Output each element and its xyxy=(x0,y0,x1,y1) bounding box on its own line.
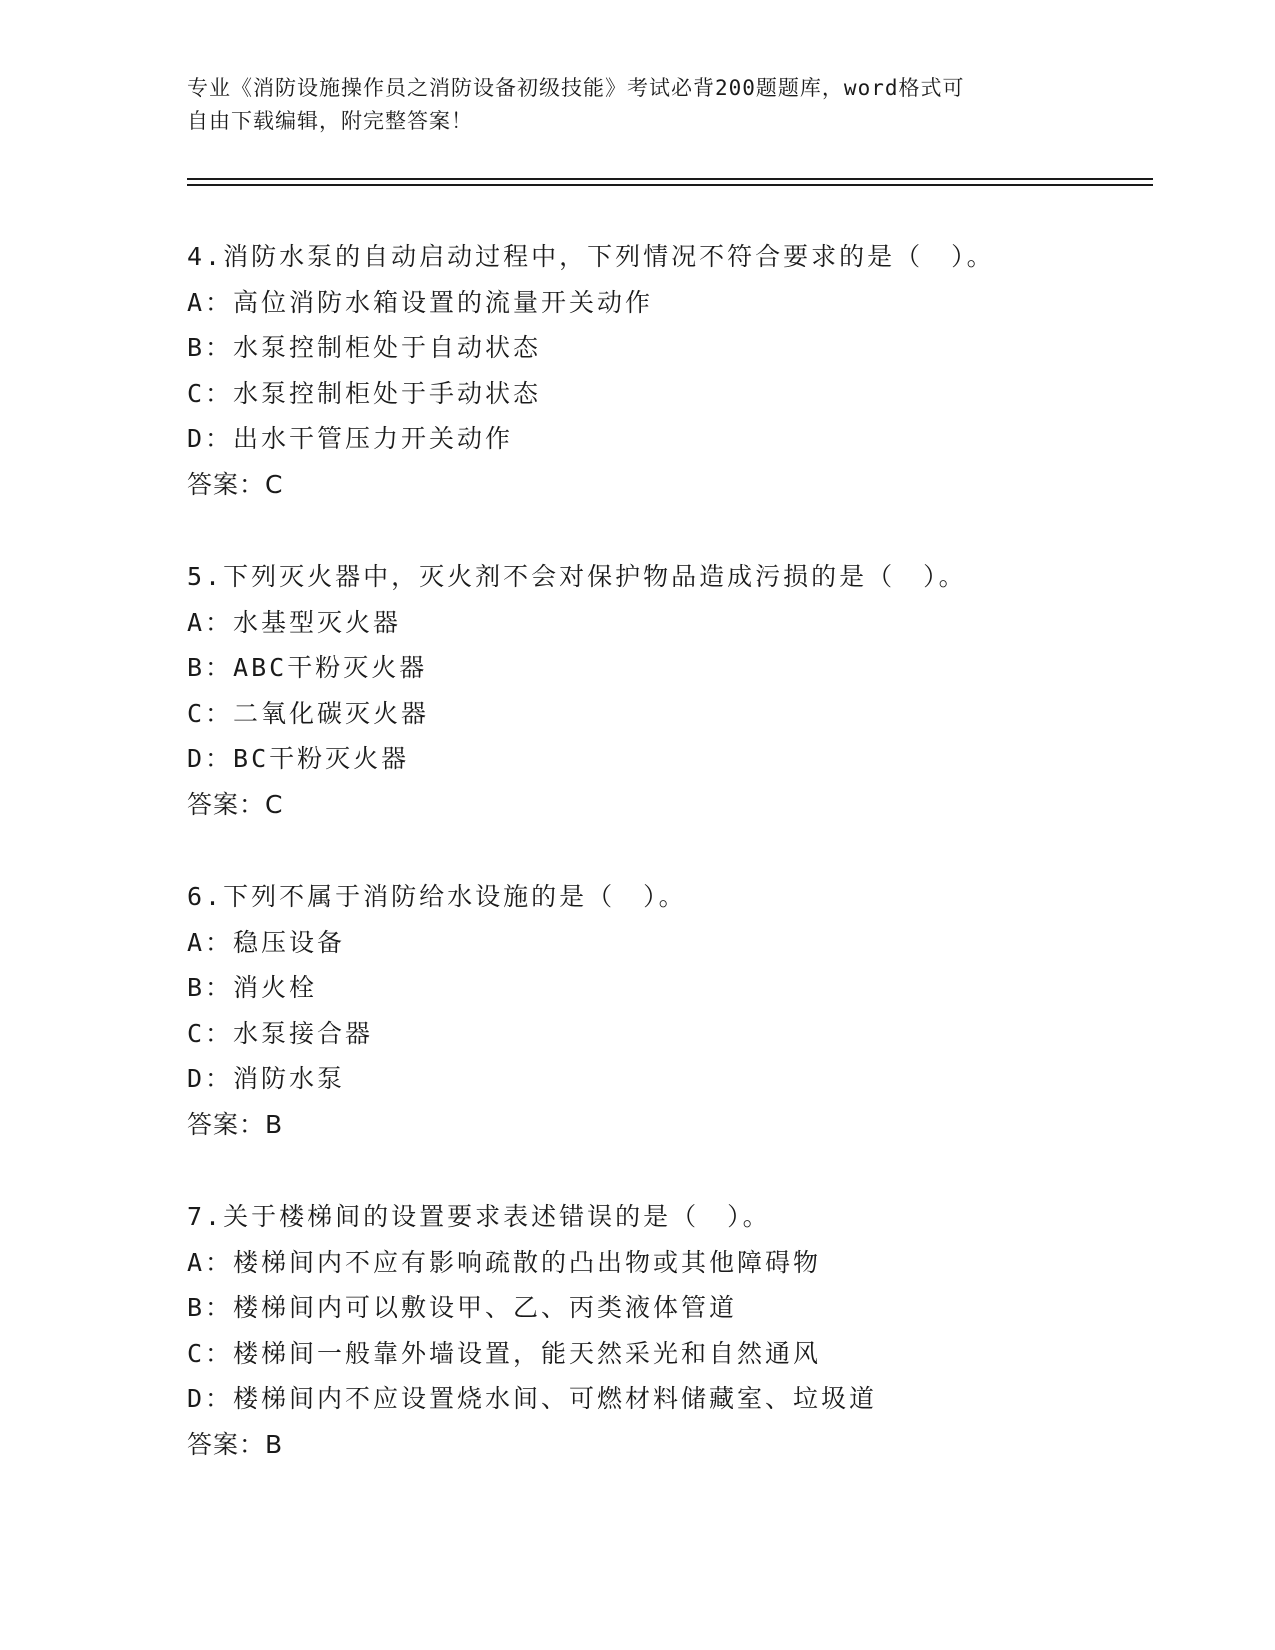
header-line-1: 专业《消防设施操作员之消防设备初级技能》考试必背200题题库，word格式可 xyxy=(187,76,965,100)
option-a: A：稳压设备 xyxy=(187,927,346,957)
option-a: A：高位消防水箱设置的流量开关动作 xyxy=(187,287,654,317)
option-b: B：ABC干粉灭火器 xyxy=(187,653,428,682)
option-c: C：楼梯间一般靠外墙设置，能天然采光和自然通风 xyxy=(187,1338,822,1368)
header-divider-bottom xyxy=(187,184,1153,186)
option-d: D：BC干粉灭火器 xyxy=(187,744,410,773)
document-header xyxy=(187,72,1087,138)
question-6 xyxy=(187,874,1147,1147)
question-4 xyxy=(187,234,1147,507)
option-d: D：出水干管压力开关动作 xyxy=(187,424,514,453)
answer-label: 答案：C xyxy=(187,789,284,819)
option-a: A：楼梯间内不应有影响疏散的凸出物或其他障碍物 xyxy=(187,1247,822,1277)
answer-label: 答案：B xyxy=(187,1109,284,1139)
option-c: C：水泵控制柜处于手动状态 xyxy=(187,378,542,408)
header-line-2: 自由下载编辑，附完整答案！ xyxy=(187,109,473,133)
answer-label: 答案：C xyxy=(187,469,284,499)
question-stem: 5.下列灭火器中，灭火剂不会对保护物品造成污损的是（ ）。 xyxy=(187,562,967,591)
option-d: D：楼梯间内不应设置烧水间、可燃材料储藏室、垃圾道 xyxy=(187,1384,878,1413)
question-stem: 4.消防水泵的自动启动过程中，下列情况不符合要求的是（ ）。 xyxy=(187,242,995,271)
question-stem: 7.关于楼梯间的设置要求表述错误的是（ ）。 xyxy=(187,1202,771,1231)
option-d: D：消防水泵 xyxy=(187,1064,346,1093)
question-stem: 6.下列不属于消防给水设施的是（ ）。 xyxy=(187,882,687,911)
question-5 xyxy=(187,554,1147,827)
option-c: C：二氧化碳灭火器 xyxy=(187,698,430,728)
option-b: B：水泵控制柜处于自动状态 xyxy=(187,333,542,362)
option-a: A：水基型灭火器 xyxy=(187,607,402,637)
answer-label: 答案：B xyxy=(187,1429,284,1459)
header-divider-top xyxy=(187,178,1153,180)
option-b: B：消火栓 xyxy=(187,973,318,1002)
question-7 xyxy=(187,1194,1147,1467)
option-c: C：水泵接合器 xyxy=(187,1018,374,1048)
option-b: B：楼梯间内可以敷设甲、乙、丙类液体管道 xyxy=(187,1293,738,1322)
